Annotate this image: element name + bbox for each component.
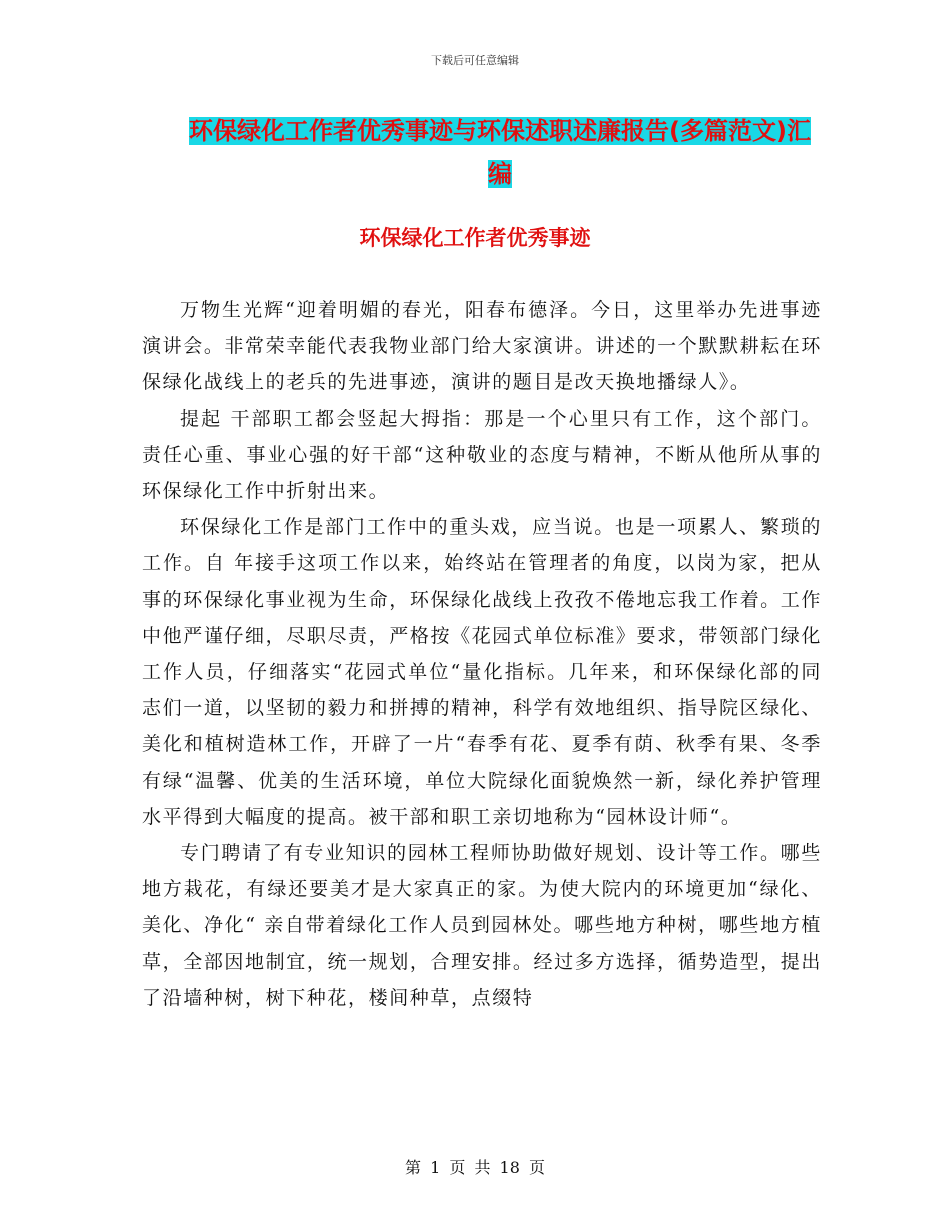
document-title-text: 环保绿化工作者优秀事迹与环保述职述廉报告(多篇范文)汇编: [189, 117, 811, 188]
header-note: 下载后可任意编辑: [431, 54, 519, 67]
paragraph: 专门聘请了有专业知识的园林工程师协助做好规划、设计等工作。哪些地方栽花，有绿还要美才是大家真正的家。为使大院内的环境更加“绿化、美化、净化“ 亲自带着绿化工作人员到园林处。哪些地方种树，哪些地方植草，全部因地制宜，统一规划，合理安排。经过多方选择，循势造型，提出了沿墙种树，树下种花，楼间种草，点缀特: [142, 842, 822, 1009]
paragraph: 环保绿化工作是部门工作中的重头戏，应当说。也是一项累人、繁琐的工作。自 年接手这项工作以来，始终站在管理者的角度，以岗为家，把从事的环保绿化事业视为生命，环保绿化战线上孜孜不倦地忘我工作着。工作中他严谨仔细，尽职尽责，严格按《花园式单位标准》要求，带领部门绿化工作人员，仔细落实“花园式单位“量化指标。几年来，和环保绿化部的同志们一道，以坚韧的毅力和拼搏的精神，科学有效地组织、指导院区绿化、美化和植树造林工作，开辟了一片“春季有花、夏季有荫、秋季有果、冬季有绿“温馨、优美的生活环境，单位大院绿化面貌焕然一新，绿化养护管理水平得到大幅度的提高。被干部和职工亲切地称为“园林设计师“。: [142, 516, 822, 828]
page-number: 第 1 页 共 18 页: [405, 1158, 545, 1177]
document-body: [142, 292, 822, 1016]
section-title: 环保绿化工作者优秀事迹: [359, 226, 591, 250]
paragraph: 提起 干部职工都会竖起大拇指：那是一个心里只有工作，这个部门。责任心重、事业心强的好干部“这种敬业的态度与精神，不断从他所从事的环保绿化工作中折射出来。: [142, 407, 822, 503]
paragraph: 万物生光辉“迎着明媚的春光，阳春布德泽。今日，这里举办先进事迹演讲会。非常荣幸能代表我物业部门给大家演讲。讲述的一个默默耕耘在环保绿化战线上的老兵的先进事迹，演讲的题目是改天换地播绿人》。: [142, 299, 822, 394]
document-title: [185, 110, 815, 196]
